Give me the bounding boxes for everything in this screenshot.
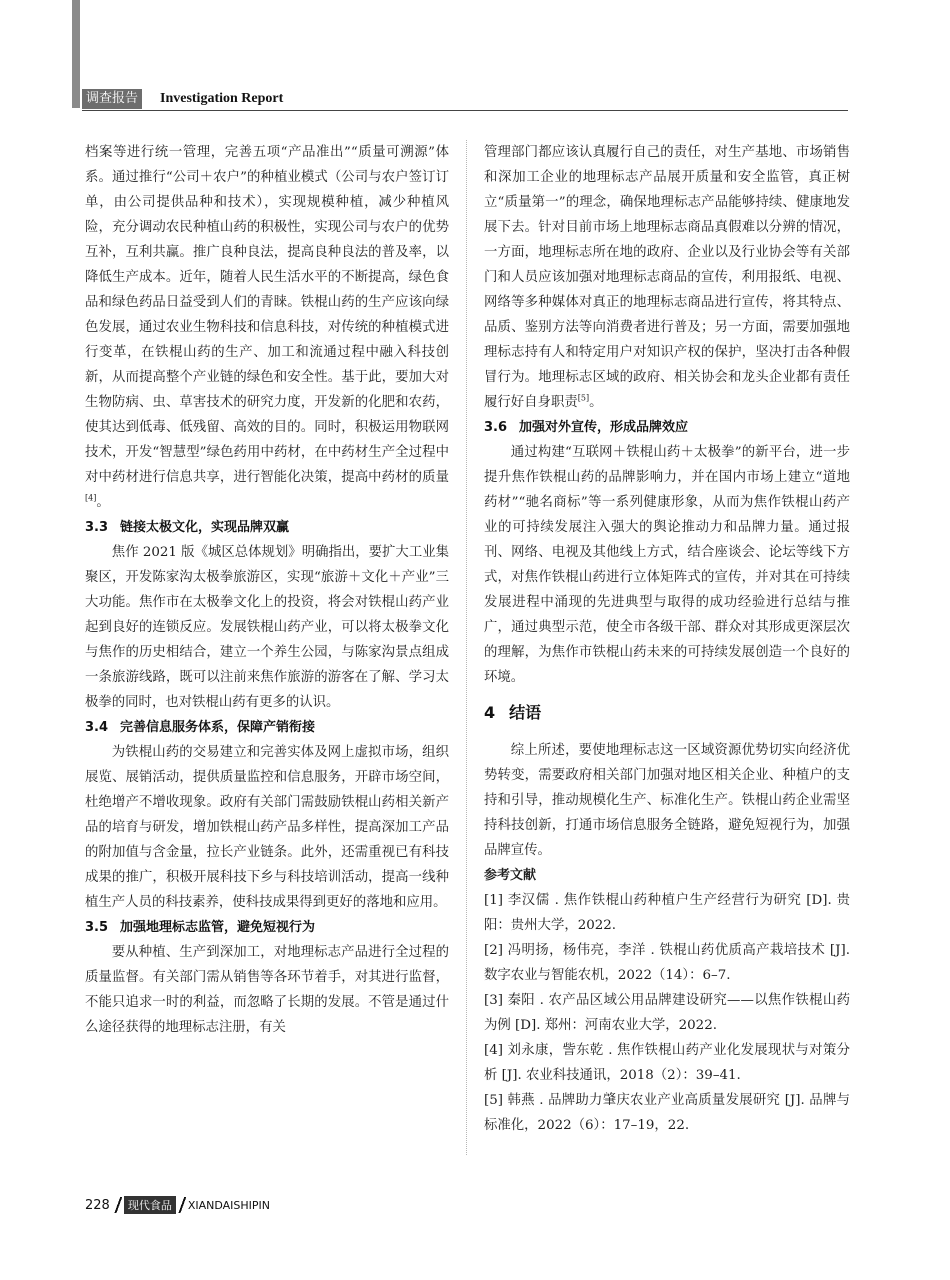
paragraph: 档案等进行统一管理，完善五项“产品准出”“质量可溯源”体系。通过推行“公司＋农户”的种植业模式（公司与农户签订订单，由公司提供品种和技术），实现规模种植，减少种植风险，充分调动农民种植山药的积极性，实现公司与农户的优势互补，互利共赢。推广良种良法，提高良种良法的普及率，以降低生产成本。近年，随着人民生活水平的不断提高，绿色食品和绿色药品日益受到人们的青睐。铁棍山药的生产应该向绿色发展，通过农业生物科技和信息科技，对传统的种植模式进行变革，在铁棍山药的生产、加工和流通过程中融入科技创新，从而提高整个产业链的绿色和安全性。基于此，要加大对生物防病、虫、草害技术的研究力度，开发新的化肥和农药，使其达到低毒、低残留、高效的目的。同时，积极运用物联网技术，开发“智慧型”绿色药用中药材，在中药材生产全过程中对中药材进行信息共享，进行智能化决策，提高中药材的质量[4]。 (85, 145, 449, 510)
section-heading-3-6: 3.6 加强对外宣传，形成品牌效应 (484, 420, 689, 435)
paragraph: 焦作 2021 版《城区总体规划》明确指出，要扩大工业集聚区，开发陈家沟太极拳旅游区，实现“旅游＋文化＋产业”三大功能。焦作市在太极拳文化上的投资，将会对铁棍山药产业起到良好的连锁反应。发展铁棍山药产业，可以将太极拳文化与焦作的历史相结合，建立一个养生公园，与陈家沟景点组成一条旅游线路，既可以注前来焦作旅游的游客在了解、学习太极拳的同时，也对铁棍山药有更多的认识。 (85, 545, 449, 710)
magazine-name: 现代食品 (124, 1196, 176, 1214)
reference-item: [2] 冯明扬，杨伟亮，李洋 . 铁棍山药优质高产栽培技术 [J]. 数字农业与智能农机，2022（14）：6–7. (484, 943, 850, 983)
reference-item: [3] 秦阳 . 农产品区域公用品牌建设研究——以焦作铁棍山药为例 [D]. 郑州：河南农业大学，2022. (484, 993, 850, 1033)
section-tag-english: Investigation Report (160, 91, 284, 106)
right-column (484, 140, 850, 1138)
slash-decoration (178, 1197, 186, 1213)
reference-item: [1] 李汉儒 . 焦作铁棍山药种植户生产经营行为研究 [D]. 贵阳：贵州大学，2022. (484, 893, 850, 933)
paragraph: 综上所述，要使地理标志这一区域资源优势切实向经济优势转变，需要政府相关部门加强对地区相关企业、种植户的支持和引导，推动规模化生产、标准化生产。铁棍山药企业需坚持科技创新，打通市场信息服务全链路，避免短视行为，加强品牌宣传。 (484, 743, 850, 858)
page-number: 228 (85, 1197, 110, 1213)
column-divider (466, 140, 467, 1155)
magazine-name-english: XIANDAISHIPIN (187, 1198, 271, 1212)
references-title: 参考文献 (484, 868, 537, 883)
section-heading-3-3: 3.3 链接太极文化，实现品牌双赢 (85, 520, 290, 535)
citation: [4] (85, 493, 97, 503)
paragraph: 为铁棍山药的交易建立和完善实体及网上虚拟市场，组织展览、展销活动，提供质量监控和信息服务，开辟市场空间，杜绝增产不增收现象。政府有关部门需鼓励铁棍山药相关新产品的培育与研发，增加铁棍山药产品多样性，提高深加工产品的附加值与含金量，拉长产业链条。此外，还需重视已有科技成果的推广，积极开展科技下乡与科技培训活动，提高一线种植生产人员的科技素养，使科技成果得到更好的落地和应用。 (85, 745, 449, 910)
section-heading-3-5: 3.5 加强地理标志监管，避免短视行为 (85, 920, 316, 935)
paragraph: 管理部门都应该认真履行自己的责任，对生产基地、市场销售和深加工企业的地理标志产品展开质量和安全监管，真正树立“质量第一”的理念，确保地理标志产品能够持续、健康地发展下去。针对目前市场上地理标志商品真假难以分辨的情况，一方面，地理标志所在地的政府、企业以及行业协会等有关部门和人员应该加强对地理标志商品的宣传，利用报纸、电视、网络等多种媒体对真正的地理标志商品进行宣传，将其特点、品质、鉴别方法等向消费者进行普及；另一方面，需要加强地理标志持有人和特定用户对知识产权的保护，坚决打击各种假冒行为。地理标志区域的政府、相关协会和龙头企业都有责任履行好自身职责[5]。 (484, 145, 850, 410)
paragraph: 通过构建“互联网＋铁棍山药＋太极拳”的新平台，进一步提升焦作铁棍山药的品牌影响力，并在国内市场上建立“道地药材”“驰名商标”等一系列健康形象，从而为焦作铁棍山药产业的可持续发展注入强大的舆论推动力和品牌力量。通过报刊、网络、电视及其他线上方式，结合座谈会、论坛等线下方式，对焦作铁棍山药进行立体矩阵式的宣传，并对其在可持续发展进程中涌现的先进典型与取得的成功经验进行总结与推广，通过典型示范，使全市各级干部、群众对其形成更深层次的理解，为焦作市铁棍山药未来的可持续发展创造一个良好的环境。 (484, 445, 850, 685)
slash-decoration (114, 1197, 122, 1213)
left-column (85, 140, 449, 1040)
paragraph: 要从种植、生产到深加工，对地理标志产品进行全过程的质量监督。有关部门需从销售等各环节着手，对其进行监督，不能只追求一时的利益，而忽略了长期的发展。不管是通过什么途径获得的地理标志注册，有关 (85, 945, 449, 1035)
section-heading-4: 4 结语 (484, 703, 542, 722)
sidebar-accent-bar (72, 0, 80, 108)
reference-item: [5] 韩燕 . 品牌助力肇庆农业产业高质量发展研究 [J]. 品牌与标准化，2022（6）：17–19，22. (484, 1093, 850, 1133)
section-heading-3-4: 3.4 完善信息服务体系，保障产销衔接 (85, 720, 316, 735)
page-footer (85, 1196, 270, 1214)
citation: [5] (577, 393, 590, 403)
page-header (82, 88, 848, 111)
reference-item: [4] 刘永康，訾东乾 . 焦作铁棍山药产业化发展现状与对策分析 [J]. 农业科技通讯，2018（2）：39–41. (484, 1043, 850, 1083)
section-tag: 调查报告 (82, 89, 142, 109)
